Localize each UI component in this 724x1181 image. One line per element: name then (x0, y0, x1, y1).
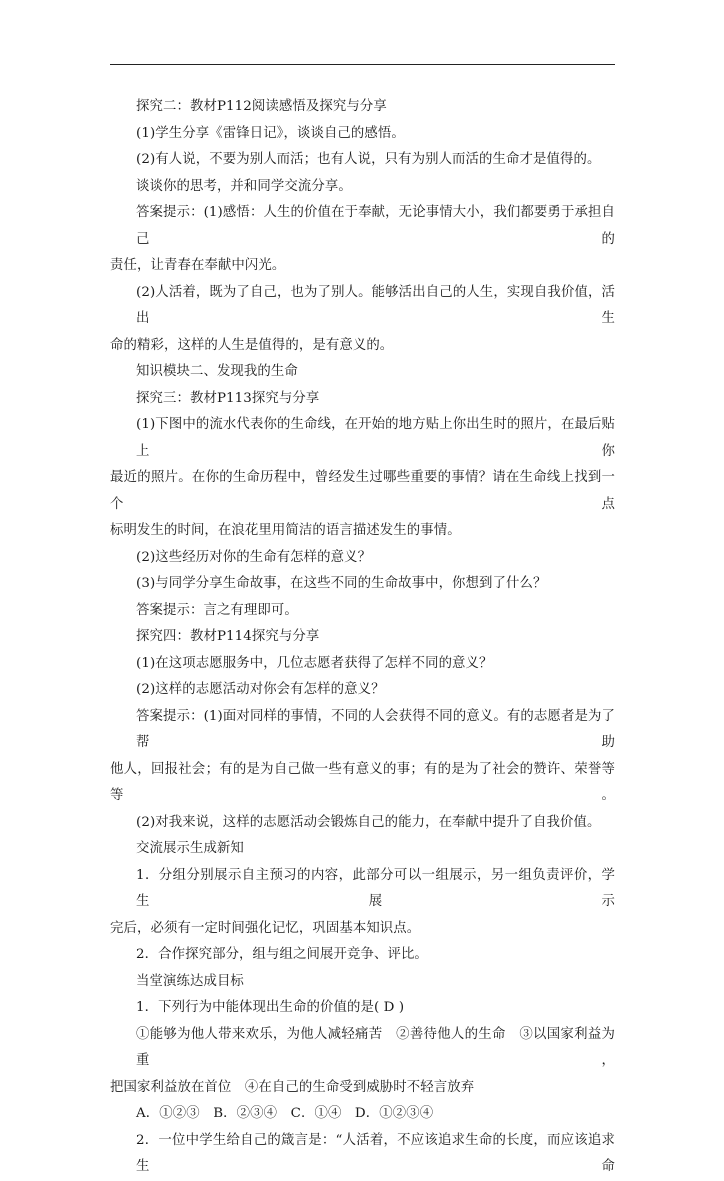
text-line: A．①②③ B．②③④ C．①④ D．①②③④ (136, 1106, 434, 1121)
text-line: 探究二：教材P112阅读感悟及探究与分享 (136, 99, 387, 114)
text-line: ①能够为他人带来欢乐，为他人减轻痛苦 ②善待他人的生命 ③以国家利益为重， (136, 1026, 615, 1068)
text-line: 1．下列行为中能体现出生命的价值的是( D ) (136, 1000, 405, 1015)
text-line: (2)这样的志愿活动对你会有怎样的意义？ (136, 682, 385, 697)
text-line: 答案提示：言之有理即可。 (136, 602, 298, 618)
text-line: 把国家利益放在首位 ④在自己的生命受到威胁时不轻言放弃 (110, 1079, 475, 1095)
text-line: 探究三：教材P113探究与分享 (136, 390, 320, 406)
text-line: 知识模块二、发现我的生命 (136, 364, 298, 379)
document-body (110, 94, 615, 1181)
text-line: 答案提示：(1)感悟：人生的价值在于奉献，无论事情大小，我们都要勇于承担自己的 (136, 205, 615, 247)
text-line: 探究四：教材P114探究与分享 (136, 629, 320, 644)
text-line: 2．合作探究部分，组与组之间展开竞争、评比。 (136, 947, 428, 962)
text-line: 完后，必须有一定时间强化记忆，巩固基本知识点。 (110, 920, 421, 936)
text-line: (2)这些经历对你的生命有怎样的意义？ (136, 549, 372, 565)
text-line: (1)下图中的流水代表你的生命线，在开始的地方贴上你出生时的照片，在最后贴上你 (136, 417, 615, 459)
text-line: 2．一位中学生给自己的箴言是：“人活着，不应该追求生命的长度，而应该追求生命 (136, 1132, 615, 1174)
text-line: 当堂演练达成目标 (136, 973, 244, 989)
text-line: 交流展示生成新知 (136, 841, 244, 856)
text-line: 谈谈你的思考，并和同学交流分享。 (136, 178, 352, 194)
text-line: (1)学生分享《雷锋日记》，谈谈自己的感悟。 (136, 125, 405, 141)
text-line: 最近的照片。在你的生命历程中，曾经发生过哪些重要的事情？请在生命线上找到一个点 (110, 470, 615, 512)
text-line: 他人，回报社会；有的是为自己做一些有意义的事；有的是为了社会的赞许、荣誉等等。 (110, 761, 615, 803)
header-rule (110, 64, 615, 65)
text-line: (3)与同学分享生命故事，在这些不同的生命故事中，你想到了什么？ (136, 576, 547, 591)
text-line: (2)有人说，不要为别人而活；也有人说，只有为别人而活的生命才是值得的。 (136, 152, 601, 167)
text-line: (1)在这项志愿服务中，几位志愿者获得了怎样不同的意义？ (136, 655, 493, 671)
text-line: 责任，让青春在奉献中闪光。 (110, 258, 286, 273)
text-line: 1．分组分别展示自主预习的内容，此部分可以一组展示，另一组负责评价，学生展示 (136, 867, 615, 909)
text-line: (2)对我来说，这样的志愿活动会锻炼自己的能力，在奉献中提升了自我价值。 (136, 814, 601, 830)
text-line: 命的精彩，这样的人生是值得的，是有意义的。 (110, 337, 394, 353)
text-line: (2)人活着，既为了自己，也为了别人。能够活出自己的人生，实现自我价值，活出生 (136, 284, 615, 326)
text-line: 答案提示：(1)面对同样的事情，不同的人会获得不同的意义。有的志愿者是为了帮助 (136, 708, 615, 750)
text-line: 标明发生的时间，在浪花里用简洁的语言描述发生的事情。 (110, 523, 461, 538)
